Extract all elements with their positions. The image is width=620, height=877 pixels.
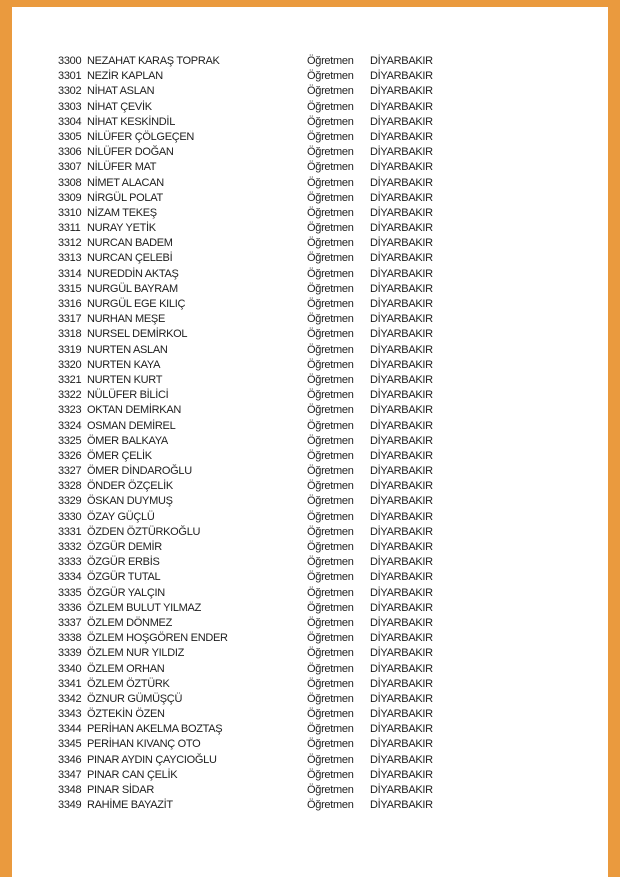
table-row (58, 145, 598, 160)
cell-city: DİYARBAKIR (370, 480, 433, 493)
cell-no: 3328 (58, 480, 82, 493)
cell-role: Öğretmen (307, 525, 354, 538)
table-row (58, 479, 598, 494)
cell-name: NİLÜFER DOĞAN (87, 146, 174, 159)
cell-no: 3329 (58, 495, 82, 508)
table-row (58, 312, 598, 327)
table-row (58, 388, 598, 403)
cell-role: Öğretmen (307, 495, 354, 508)
cell-no: 3342 (58, 692, 82, 705)
table-row (58, 282, 598, 297)
table-row (58, 419, 598, 434)
cell-name: NİZAM TEKEŞ (87, 206, 157, 219)
cell-no: 3346 (58, 753, 82, 766)
cell-name: NUREDDİN AKTAŞ (87, 267, 179, 280)
table-row (58, 692, 598, 707)
cell-city: DİYARBAKIR (370, 799, 433, 812)
table-row (58, 753, 598, 768)
cell-name: NİLÜFER MAT (87, 161, 157, 174)
table-row (58, 677, 598, 692)
cell-city: DİYARBAKIR (370, 738, 433, 751)
cell-name: NURGÜL BAYRAM (87, 282, 178, 295)
cell-name: OSMAN DEMİREL (87, 419, 176, 432)
cell-name: ÖZLEM BULUT YILMAZ (87, 601, 201, 614)
table-row (58, 69, 598, 84)
cell-no: 3344 (58, 723, 82, 736)
cell-name: NİHAT ASLAN (87, 85, 155, 98)
cell-name: ÖZLEM HOŞGÖREN ENDER (87, 632, 228, 645)
table-row (58, 707, 598, 722)
cell-role: Öğretmen (307, 541, 354, 553)
table-row (58, 403, 598, 418)
cell-city: DİYARBAKIR (370, 70, 433, 83)
cell-city: DİYARBAKIR (370, 358, 433, 371)
cell-role: Öğretmen (307, 677, 354, 690)
cell-role: Öğretmen (307, 176, 354, 189)
cell-name: ÖNDER ÖZÇELİK (87, 480, 173, 493)
cell-no: 3315 (58, 282, 82, 295)
cell-name: ÖMER BALKAYA (87, 434, 168, 447)
table-row (58, 737, 598, 752)
cell-city: DİYARBAKIR (370, 495, 433, 508)
cell-role: Öğretmen (307, 799, 354, 812)
cell-no: 3335 (58, 586, 82, 599)
cell-no: 3303 (58, 100, 82, 113)
table-row (58, 373, 598, 388)
cell-city: DİYARBAKIR (370, 237, 433, 250)
cell-name: ÖZLEM NUR YILDIZ (87, 647, 185, 660)
cell-name: NEZAHAT KARAŞ TOPRAK (87, 55, 220, 67)
cell-name: ÖZTEKİN ÖZEN (87, 708, 165, 721)
cell-no: 3341 (58, 677, 82, 690)
cell-no: 3316 (58, 298, 82, 310)
cell-city: DİYARBAKIR (370, 434, 433, 447)
cell-city: DİYARBAKIR (370, 55, 433, 67)
cell-no: 3319 (58, 343, 82, 356)
cell-role: Öğretmen (307, 784, 354, 796)
cell-name: ÖZGÜR DEMİR (87, 541, 162, 553)
cell-no: 3317 (58, 313, 82, 326)
table-row (58, 646, 598, 661)
cell-role: Öğretmen (307, 222, 354, 235)
table-row (58, 206, 598, 221)
table-row (58, 267, 598, 282)
scan-backing-left (0, 0, 12, 877)
table-row (58, 434, 598, 449)
cell-city: DİYARBAKIR (370, 419, 433, 432)
cell-no: 3334 (58, 571, 82, 584)
table-row (58, 251, 598, 266)
cell-no: 3323 (58, 404, 82, 417)
cell-role: Öğretmen (307, 616, 354, 629)
cell-name: NURGÜL EGE KILIÇ (87, 298, 186, 310)
cell-role: Öğretmen (307, 373, 354, 386)
cell-role: Öğretmen (307, 571, 354, 584)
cell-no: 3331 (58, 525, 82, 538)
cell-no: 3302 (58, 85, 82, 98)
table-row (58, 783, 598, 798)
cell-no: 3345 (58, 738, 82, 751)
cell-role: Öğretmen (307, 753, 354, 766)
cell-name: ÖZGÜR TUTAL (87, 571, 161, 584)
cell-city: DİYARBAKIR (370, 586, 433, 599)
cell-role: Öğretmen (307, 206, 354, 219)
table-row (58, 586, 598, 601)
cell-role: Öğretmen (307, 191, 354, 204)
table-row (58, 768, 598, 783)
cell-no: 3327 (58, 465, 82, 478)
table-row (58, 327, 598, 342)
cell-name: NİMET ALACAN (87, 176, 164, 189)
cell-city: DİYARBAKIR (370, 282, 433, 295)
cell-role: Öğretmen (307, 237, 354, 250)
cell-city: DİYARBAKIR (370, 373, 433, 386)
cell-name: NURCAN BADEM (87, 237, 173, 250)
cell-city: DİYARBAKIR (370, 252, 433, 265)
cell-city: DİYARBAKIR (370, 632, 433, 645)
cell-city: DİYARBAKIR (370, 677, 433, 690)
cell-name: OKTAN DEMİRKAN (87, 404, 181, 417)
cell-name: ÖZGÜR YALÇIN (87, 586, 165, 599)
cell-name: NİLÜFER ÇÖLGEÇEN (87, 130, 195, 143)
cell-name: PINAR AYDIN ÇAYCIOĞLU (87, 753, 217, 766)
cell-role: Öğretmen (307, 252, 354, 265)
cell-name: ÖZGÜR ERBİS (87, 556, 160, 569)
cell-role: Öğretmen (307, 449, 354, 462)
cell-no: 3306 (58, 146, 82, 159)
table-row (58, 343, 598, 358)
cell-no: 3321 (58, 373, 82, 386)
cell-role: Öğretmen (307, 115, 354, 128)
cell-no: 3320 (58, 358, 82, 371)
cell-no: 3339 (58, 647, 82, 660)
cell-city: DİYARBAKIR (370, 267, 433, 280)
cell-name: NURHAN MEŞE (87, 313, 165, 326)
cell-name: NURSEL DEMİRKOL (87, 328, 188, 341)
cell-city: DİYARBAKIR (370, 206, 433, 219)
cell-no: 3304 (58, 115, 82, 128)
scan-backing-right (608, 0, 620, 877)
cell-name: NİHAT KESKİNDİL (87, 115, 176, 128)
cell-no: 3337 (58, 616, 82, 629)
cell-role: Öğretmen (307, 267, 354, 280)
cell-city: DİYARBAKIR (370, 662, 433, 675)
cell-name: ÖZLEM ORHAN (87, 662, 165, 675)
cell-role: Öğretmen (307, 100, 354, 113)
table-row (58, 616, 598, 631)
cell-name: ÖZLEM ÖZTÜRK (87, 677, 170, 690)
cell-role: Öğretmen (307, 389, 354, 402)
cell-city: DİYARBAKIR (370, 510, 433, 523)
cell-role: Öğretmen (307, 343, 354, 356)
cell-role: Öğretmen (307, 723, 354, 736)
cell-city: DİYARBAKIR (370, 601, 433, 614)
table-row (58, 130, 598, 145)
cell-no: 3313 (58, 252, 82, 265)
cell-city: DİYARBAKIR (370, 616, 433, 629)
cell-role: Öğretmen (307, 738, 354, 751)
table-row (58, 631, 598, 646)
personnel-list (58, 54, 598, 813)
cell-city: DİYARBAKIR (370, 85, 433, 98)
cell-name: NURTEN ASLAN (87, 343, 168, 356)
cell-name: NURAY YETİK (87, 222, 156, 235)
cell-name: ÖZLEM DÖNMEZ (87, 616, 173, 629)
cell-role: Öğretmen (307, 632, 354, 645)
cell-no: 3314 (58, 267, 82, 280)
cell-name: ÖMER DİNDAROĞLU (87, 465, 192, 478)
cell-name: NEZİR KAPLAN (87, 70, 163, 83)
table-row (58, 160, 598, 175)
table-row (58, 464, 598, 479)
cell-name: PINAR SİDAR (87, 784, 154, 796)
cell-city: DİYARBAKIR (370, 449, 433, 462)
table-row (58, 494, 598, 509)
table-row (58, 601, 598, 616)
cell-city: DİYARBAKIR (370, 723, 433, 736)
cell-name: PINAR CAN ÇELİK (87, 768, 178, 781)
cell-role: Öğretmen (307, 662, 354, 675)
cell-role: Öğretmen (307, 480, 354, 493)
cell-city: DİYARBAKIR (370, 647, 433, 660)
cell-role: Öğretmen (307, 586, 354, 599)
cell-role: Öğretmen (307, 465, 354, 478)
cell-no: 3311 (58, 222, 81, 235)
table-row (58, 221, 598, 236)
cell-no: 3312 (58, 237, 82, 250)
cell-city: DİYARBAKIR (370, 784, 433, 796)
cell-name: ÖZDEN ÖZTÜRKOĞLU (87, 525, 201, 538)
cell-name: NURTEN KURT (87, 373, 163, 386)
cell-city: DİYARBAKIR (370, 115, 433, 128)
cell-city: DİYARBAKIR (370, 708, 433, 721)
cell-city: DİYARBAKIR (370, 465, 433, 478)
cell-no: 3309 (58, 191, 82, 204)
cell-name: NURTEN KAYA (87, 358, 161, 371)
cell-no: 3326 (58, 449, 82, 462)
cell-name: ÖZAY GÜÇLÜ (87, 510, 155, 523)
cell-name: ÖZNUR GÜMÜŞÇÜ (87, 692, 183, 705)
cell-city: DİYARBAKIR (370, 222, 433, 235)
cell-city: DİYARBAKIR (370, 525, 433, 538)
cell-role: Öğretmen (307, 298, 354, 310)
table-row (58, 555, 598, 570)
table-row (58, 54, 598, 69)
cell-role: Öğretmen (307, 55, 354, 67)
cell-city: DİYARBAKIR (370, 146, 433, 159)
cell-city: DİYARBAKIR (370, 191, 433, 204)
cell-role: Öğretmen (307, 358, 354, 371)
cell-city: DİYARBAKIR (370, 541, 433, 553)
cell-role: Öğretmen (307, 328, 354, 341)
cell-no: 3318 (58, 328, 82, 341)
scan-backing-top (0, 0, 620, 7)
cell-role: Öğretmen (307, 130, 354, 143)
table-row (58, 722, 598, 737)
cell-city: DİYARBAKIR (370, 130, 433, 143)
cell-no: 3307 (58, 161, 82, 174)
table-row (58, 798, 598, 813)
table-row (58, 84, 598, 99)
cell-no: 3347 (58, 768, 82, 781)
cell-no: 3332 (58, 541, 82, 553)
cell-role: Öğretmen (307, 647, 354, 660)
cell-no: 3305 (58, 130, 82, 143)
cell-name: NİHAT ÇEVİK (87, 100, 152, 113)
cell-no: 3333 (58, 556, 82, 569)
cell-no: 3300 (58, 55, 82, 67)
cell-city: DİYARBAKIR (370, 571, 433, 584)
cell-no: 3343 (58, 708, 82, 721)
cell-city: DİYARBAKIR (370, 692, 433, 705)
cell-role: Öğretmen (307, 404, 354, 417)
cell-name: ÖSKAN DUYMUŞ (87, 495, 173, 508)
table-row (58, 176, 598, 191)
cell-city: DİYARBAKIR (370, 313, 433, 326)
cell-role: Öğretmen (307, 419, 354, 432)
cell-name: NURCAN ÇELEBİ (87, 252, 173, 265)
cell-no: 3348 (58, 784, 82, 796)
table-row (58, 525, 598, 540)
table-row (58, 570, 598, 585)
table-row (58, 115, 598, 130)
cell-no: 3349 (58, 799, 82, 812)
table-row (58, 297, 598, 312)
cell-role: Öğretmen (307, 692, 354, 705)
cell-role: Öğretmen (307, 601, 354, 614)
cell-name: RAHİME BAYAZİT (87, 799, 173, 812)
table-row (58, 510, 598, 525)
table-row (58, 540, 598, 555)
cell-city: DİYARBAKIR (370, 328, 433, 341)
table-row (58, 358, 598, 373)
cell-name: NÜLÜFER BİLİCİ (87, 389, 169, 402)
cell-role: Öğretmen (307, 434, 354, 447)
cell-role: Öğretmen (307, 313, 354, 326)
cell-role: Öğretmen (307, 146, 354, 159)
cell-no: 3301 (58, 70, 82, 83)
table-row (58, 236, 598, 251)
cell-city: DİYARBAKIR (370, 100, 433, 113)
cell-role: Öğretmen (307, 510, 354, 523)
table-row (58, 449, 598, 464)
cell-no: 3308 (58, 176, 82, 189)
cell-name: NİRGÜL POLAT (87, 191, 163, 204)
cell-role: Öğretmen (307, 85, 354, 98)
cell-city: DİYARBAKIR (370, 161, 433, 174)
cell-no: 3330 (58, 510, 82, 523)
table-row (58, 662, 598, 677)
cell-role: Öğretmen (307, 70, 354, 83)
cell-role: Öğretmen (307, 556, 354, 569)
cell-role: Öğretmen (307, 768, 354, 781)
cell-role: Öğretmen (307, 161, 354, 174)
cell-city: DİYARBAKIR (370, 298, 433, 310)
cell-city: DİYARBAKIR (370, 753, 433, 766)
cell-no: 3324 (58, 419, 82, 432)
table-row (58, 191, 598, 206)
cell-no: 3340 (58, 662, 82, 675)
cell-city: DİYARBAKIR (370, 389, 433, 402)
cell-no: 3338 (58, 632, 82, 645)
cell-no: 3310 (58, 206, 82, 219)
cell-no: 3322 (58, 389, 82, 402)
cell-name: PERİHAN KIVANÇ OTO (87, 738, 201, 751)
cell-city: DİYARBAKIR (370, 176, 433, 189)
document-page (12, 7, 608, 877)
cell-no: 3336 (58, 601, 82, 614)
cell-name: PERİHAN AKELMA BOZTAŞ (87, 723, 223, 736)
cell-city: DİYARBAKIR (370, 404, 433, 417)
cell-role: Öğretmen (307, 282, 354, 295)
cell-no: 3325 (58, 434, 82, 447)
cell-city: DİYARBAKIR (370, 768, 433, 781)
cell-role: Öğretmen (307, 708, 354, 721)
cell-city: DİYARBAKIR (370, 343, 433, 356)
table-row (58, 100, 598, 115)
cell-name: ÖMER ÇELİK (87, 449, 152, 462)
cell-city: DİYARBAKIR (370, 556, 433, 569)
